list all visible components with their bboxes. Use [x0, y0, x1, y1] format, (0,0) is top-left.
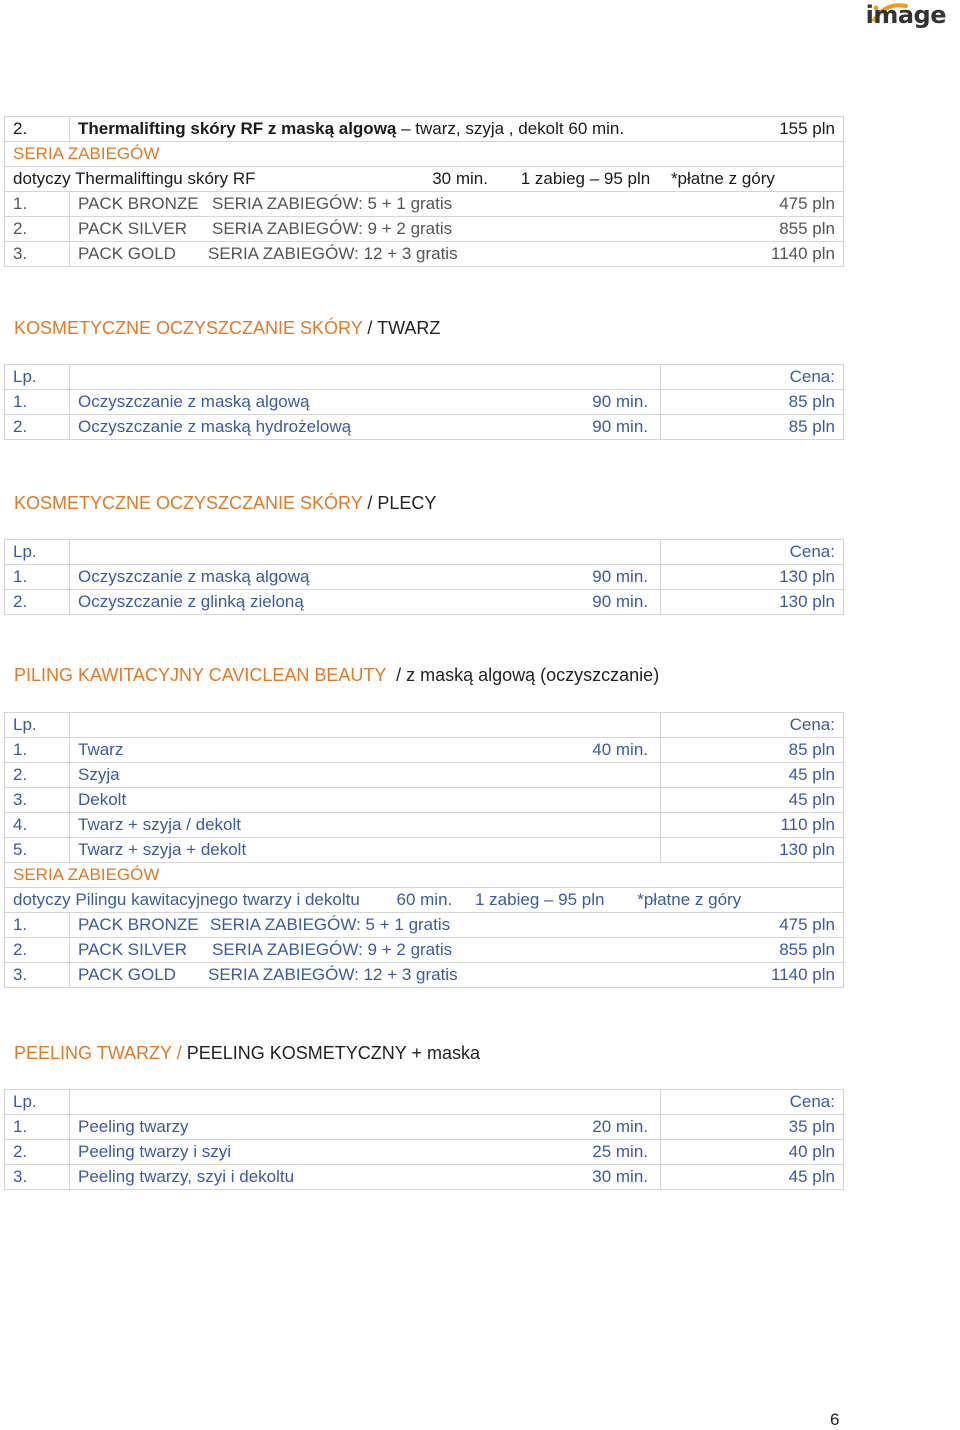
section-title-main: PEELING TWARZY /: [14, 1043, 182, 1063]
service-time: 90 min.: [592, 592, 648, 611]
service-price: 85 pln: [661, 738, 844, 763]
pack-row: [70, 217, 844, 242]
header-lp: Lp.: [5, 713, 70, 738]
header-price: Cena:: [661, 1090, 844, 1115]
table-row: [5, 913, 844, 938]
table-row: [5, 390, 844, 415]
service-name: Oczyszczanie z maską hydrożelową: [78, 417, 352, 436]
series-note: [5, 167, 844, 192]
pack-name: PACK SILVER: [78, 219, 187, 238]
pack-name: PACK SILVER: [78, 940, 187, 959]
pack-row: [70, 913, 844, 938]
table-row: [5, 838, 844, 863]
brand-logo: [865, 0, 956, 36]
service-time: 90 min.: [592, 392, 648, 411]
header-empty: [70, 540, 661, 565]
pack-price: 475 pln: [779, 915, 835, 934]
pack-name: PACK GOLD: [78, 965, 176, 984]
series-note-text: dotyczy Pilingu kawitacyjnego twarzy i dekoltu: [13, 890, 360, 909]
pack-price: 1140 pln: [771, 244, 835, 263]
service-time: 60 min.: [568, 119, 625, 138]
cleaning-back-table: [4, 539, 844, 615]
series-note-paid: *płatne z góry: [637, 890, 742, 909]
pack-row: [70, 963, 844, 988]
section-title-rest: / PLECY: [362, 493, 437, 513]
series-note: [5, 888, 844, 913]
service-time: 40 min.: [592, 740, 648, 759]
service-price: 130 pln: [661, 590, 844, 615]
row-number: 2.: [5, 763, 70, 788]
row-number: 1.: [5, 390, 70, 415]
section-title-main: KOSMETYCZNE OCZYSZCZANIE SKÓRY: [14, 493, 363, 513]
pack-price: 1140 pln: [771, 965, 835, 984]
service-name: Peeling twarzy, szyi i dekoltu: [78, 1167, 295, 1186]
row-number: 3.: [5, 1165, 70, 1190]
series-label: SERIA ZABIEGÓW: [5, 142, 844, 167]
pack-desc: SERIA ZABIEGÓW: 9 + 2 gratis: [212, 940, 453, 959]
service-cell: [70, 1140, 661, 1165]
table-row: [5, 1115, 844, 1140]
row-number: 2.: [5, 938, 70, 963]
service-time: 30 min.: [592, 1167, 648, 1186]
peeling-face-table: [4, 1089, 844, 1190]
service-cell: [70, 590, 661, 615]
pack-name: PACK BRONZE: [78, 915, 199, 934]
table-row: [5, 938, 844, 963]
pack-desc: SERIA ZABIEGÓW: 5 + 1 gratis: [210, 915, 451, 934]
pack-desc: SERIA ZABIEGÓW: 9 + 2 gratis: [212, 219, 453, 238]
header-lp: Lp.: [5, 365, 70, 390]
service-name: Thermalifting skóry RF z maską algową: [78, 119, 397, 138]
table-row: [5, 415, 844, 440]
row-number: 1.: [5, 192, 70, 217]
table-row: [5, 763, 844, 788]
table-row: [5, 963, 844, 988]
service-price: 40 pln: [661, 1140, 844, 1165]
section-title-rest: PEELING KOSMETYCZNY + maska: [181, 1043, 480, 1063]
service-cell: [70, 415, 661, 440]
service-time: 90 min.: [592, 567, 648, 586]
header-lp: Lp.: [5, 540, 70, 565]
section-title-rest: / TWARZ: [362, 318, 441, 338]
section-title-main: KOSMETYCZNE OCZYSZCZANIE SKÓRY: [14, 318, 363, 338]
table-header-row: [5, 540, 844, 565]
header-empty: [70, 365, 661, 390]
table-row: [5, 192, 844, 217]
pack-row: [70, 242, 844, 267]
logo-text: image: [865, 1, 946, 29]
service-price: 35 pln: [661, 1115, 844, 1140]
table-row: [5, 117, 844, 142]
service-name: Oczyszczanie z glinką zieloną: [78, 592, 304, 611]
pack-price: 855 pln: [779, 940, 835, 959]
row-number: 2.: [5, 217, 70, 242]
header-lp: Lp.: [5, 1090, 70, 1115]
table-header-row: [5, 365, 844, 390]
service-price: 85 pln: [661, 415, 844, 440]
service-cell: [70, 1115, 661, 1140]
service-cell: [70, 1165, 661, 1190]
service-time: 20 min.: [592, 1117, 648, 1136]
header-price: Cena:: [661, 713, 844, 738]
service-name: Dekolt: [70, 788, 661, 813]
pack-desc: SERIA ZABIEGÓW: 5 + 1 gratis: [212, 194, 453, 213]
table-row: [5, 788, 844, 813]
row-number: 1.: [5, 738, 70, 763]
row-number: 2.: [5, 415, 70, 440]
service-name: Twarz: [78, 740, 124, 759]
pack-row: [70, 938, 844, 963]
section-title: [14, 665, 659, 686]
table-row: [5, 242, 844, 267]
row-number: 2.: [5, 590, 70, 615]
header-price: Cena:: [661, 540, 844, 565]
pack-desc: SERIA ZABIEGÓW: 12 + 3 gratis: [208, 244, 458, 263]
service-name: Szyja: [70, 763, 661, 788]
section-title: [14, 1043, 480, 1064]
thermalifting-table: [4, 116, 844, 267]
table-row: [5, 863, 844, 888]
cleaning-face-table: [4, 364, 844, 440]
series-note-paid: *płatne z góry: [670, 169, 775, 188]
table-row: [5, 813, 844, 838]
row-number: 1.: [5, 565, 70, 590]
series-note-time: 60 min.: [396, 890, 453, 909]
row-number: 3.: [5, 242, 70, 267]
service-name: Twarz + szyja / dekolt: [70, 813, 661, 838]
header-price: Cena:: [661, 365, 844, 390]
service-price: 45 pln: [661, 763, 844, 788]
pack-row: [70, 192, 844, 217]
service-name: Oczyszczanie z maską algową: [78, 567, 310, 586]
service-detail: – twarz, szyja , dekolt: [401, 119, 564, 138]
row-number: 4.: [5, 813, 70, 838]
service-price: 130 pln: [661, 838, 844, 863]
service-name: Peeling twarzy: [78, 1117, 189, 1136]
service-price: 85 pln: [661, 390, 844, 415]
table-row: [5, 1140, 844, 1165]
series-note-single: 1 zabieg – 95 pln: [520, 169, 651, 188]
table-row: [5, 167, 844, 192]
series-note-single: 1 zabieg – 95 pln: [475, 890, 605, 909]
table-row: [5, 1165, 844, 1190]
series-note-text: dotyczy Thermaliftingu skóry RF: [13, 169, 256, 188]
table-row: [5, 590, 844, 615]
service-price: 45 pln: [661, 788, 844, 813]
table-row: [5, 565, 844, 590]
row-main: [70, 117, 844, 142]
row-number: 3.: [5, 788, 70, 813]
header-empty: [70, 713, 661, 738]
service-price: 45 pln: [661, 1165, 844, 1190]
service-cell: [70, 738, 661, 763]
service-cell: [70, 390, 661, 415]
pack-name: PACK BRONZE: [78, 194, 199, 213]
table-header-row: [5, 1090, 844, 1115]
row-number: 1.: [5, 1115, 70, 1140]
row-number: 2.: [5, 1140, 70, 1165]
section-title: [14, 318, 440, 339]
service-cell: [70, 565, 661, 590]
header-empty: [70, 1090, 661, 1115]
page-number: 6: [830, 1410, 840, 1429]
series-label: SERIA ZABIEGÓW: [5, 863, 844, 888]
service-price: 155 pln: [779, 119, 835, 138]
service-name: Twarz + szyja + dekolt: [70, 838, 661, 863]
cavitation-table: [4, 712, 844, 988]
service-name: Oczyszczanie z maską algową: [78, 392, 310, 411]
row-number: 1.: [5, 913, 70, 938]
service-time: 90 min.: [592, 417, 648, 436]
table-header-row: [5, 713, 844, 738]
pack-price: 855 pln: [779, 219, 835, 238]
row-number: 2.: [5, 117, 70, 142]
table-row: [5, 888, 844, 913]
row-number: 5.: [5, 838, 70, 863]
section-title: [14, 493, 436, 514]
table-row: [5, 142, 844, 167]
section-title-rest: / z maską algową (oczyszczanie): [386, 665, 660, 685]
pack-price: 475 pln: [779, 194, 835, 213]
pack-name: PACK GOLD: [78, 244, 176, 263]
table-row: [5, 217, 844, 242]
service-price: 110 pln: [661, 813, 844, 838]
service-name: Peeling twarzy i szyi: [78, 1142, 232, 1161]
series-note-time: 30 min.: [432, 169, 488, 188]
pack-desc: SERIA ZABIEGÓW: 12 + 3 gratis: [208, 965, 458, 984]
section-title-main: PILING KAWITACYJNY CAVICLEAN BEAUTY: [14, 665, 387, 685]
row-number: 3.: [5, 963, 70, 988]
service-price: 130 pln: [661, 565, 844, 590]
service-time: 25 min.: [592, 1142, 648, 1161]
table-row: [5, 738, 844, 763]
